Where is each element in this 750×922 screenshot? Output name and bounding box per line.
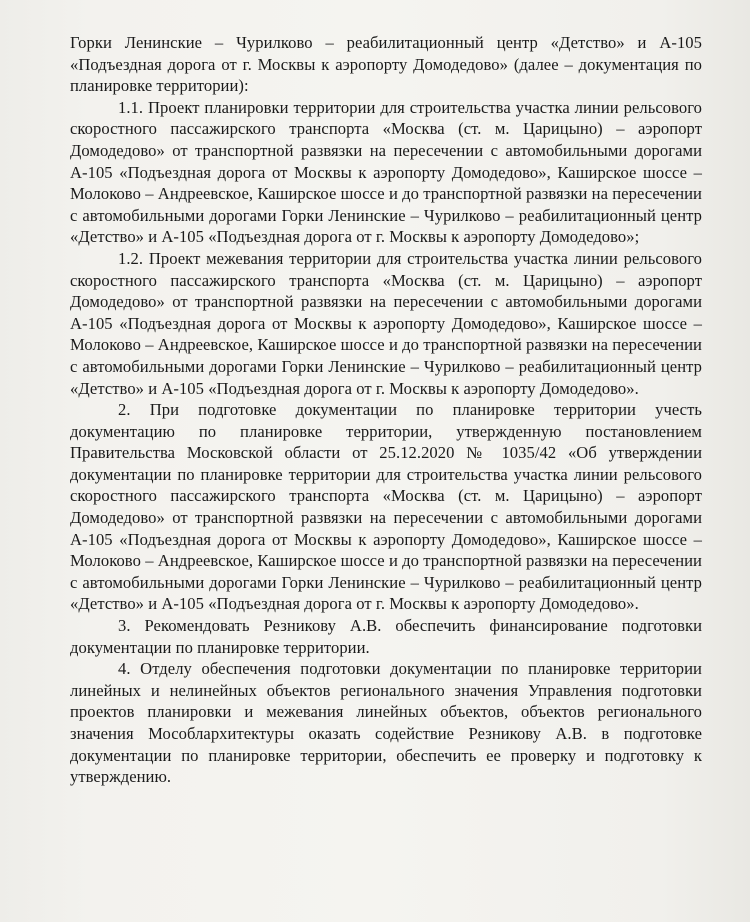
paragraph-1-1-planning-project: 1.1. Проект планировки территории для строительства участка линии рельсового скоростного пассажирского транспорта «Москва (ст. м. Царицыно) – аэропорт Домодедово» от транспортной развязки на пересечении с автомобильными дорогами А-105 «Подъездная дорога от Москвы к аэропорту Домодедово», Каширское шоссе – Молоково – Андреевское, Каширское шоссе и до транспортной развязки на пересечении с автомобильными дорогами Горки Ленинские – Чурилково – реабилитационный центр «Детство» и А-105 «Подъездная дорога от г. Москвы к аэропорту Домодедово»;: [70, 97, 702, 247]
paragraph-1-2-surveying-project: 1.2. Проект межевания территории для строительства участка линии рельсового скоростного пассажирского транспорта «Москва (ст. м. Царицыно) – аэропорт Домодедово» от транспортной развязки на пересечении с автомобильными дорогами А-105 «Подъездная дорога от Москвы к аэропорту Домодедово», Каширское шоссе – Молоково – Андреевское, Каширское шоссе и до транспортной развязки на пересечении с автомобильными дорогами Горки Ленинские – Чурилково – реабилитационный центр «Детство» и А-105 «Подъездная дорога от г. Москвы к аэропорту Домодедово».: [70, 248, 702, 398]
paragraph-4-assistance: 4. Отделу обеспечения подготовки документации по планировке территории линейных и нелинейных объектов регионального значения Управления подготовки проектов планировки и межевания линейных объектов, объектов регионального значения Мособлархитектуры оказать содействие Резникову А.В. в подготовке документации по планировке территории, обеспечить ее проверку и подготовку к утверждению.: [70, 659, 702, 787]
document-body: [70, 32, 702, 788]
paragraph-2-consider-documentation: 2. При подготовке документации по планировке территории учесть документацию по планировке территории, утвержденную постановлением Правительства Московской области от 25.12.2020 № 1035/42 «Об утверждении документации по планировке территории для строительства участка линии рельсового скоростного пассажирского транспорта «Москва (ст. м. Царицыно) – аэропорт Домодедово» от транспортной развязки на пересечении с автомобильными дорогами А-105 «Подъездная дорога от Москвы к аэропорту Домодедово», Каширское шоссе – Молоково – Андреевское, Каширское шоссе и до транспортной развязки на пересечении с автомобильными дорогами Горки Ленинские – Чурилково – реабилитационный центр «Детство» и А-105 «Подъездная дорога от г. Москвы к аэропорту Домодедово».: [70, 400, 702, 614]
paragraph-intro-continuation: Горки Ленинские – Чурилково – реабилитационный центр «Детство» и А-105 «Подъездная дорога от г. Москвы к аэропорту Домодедово» (далее – документация по планировке территории):: [70, 33, 702, 96]
paragraph-3-financing: 3. Рекомендовать Резникову А.В. обеспечить финансирование подготовки документации по планировке территории.: [70, 616, 702, 657]
